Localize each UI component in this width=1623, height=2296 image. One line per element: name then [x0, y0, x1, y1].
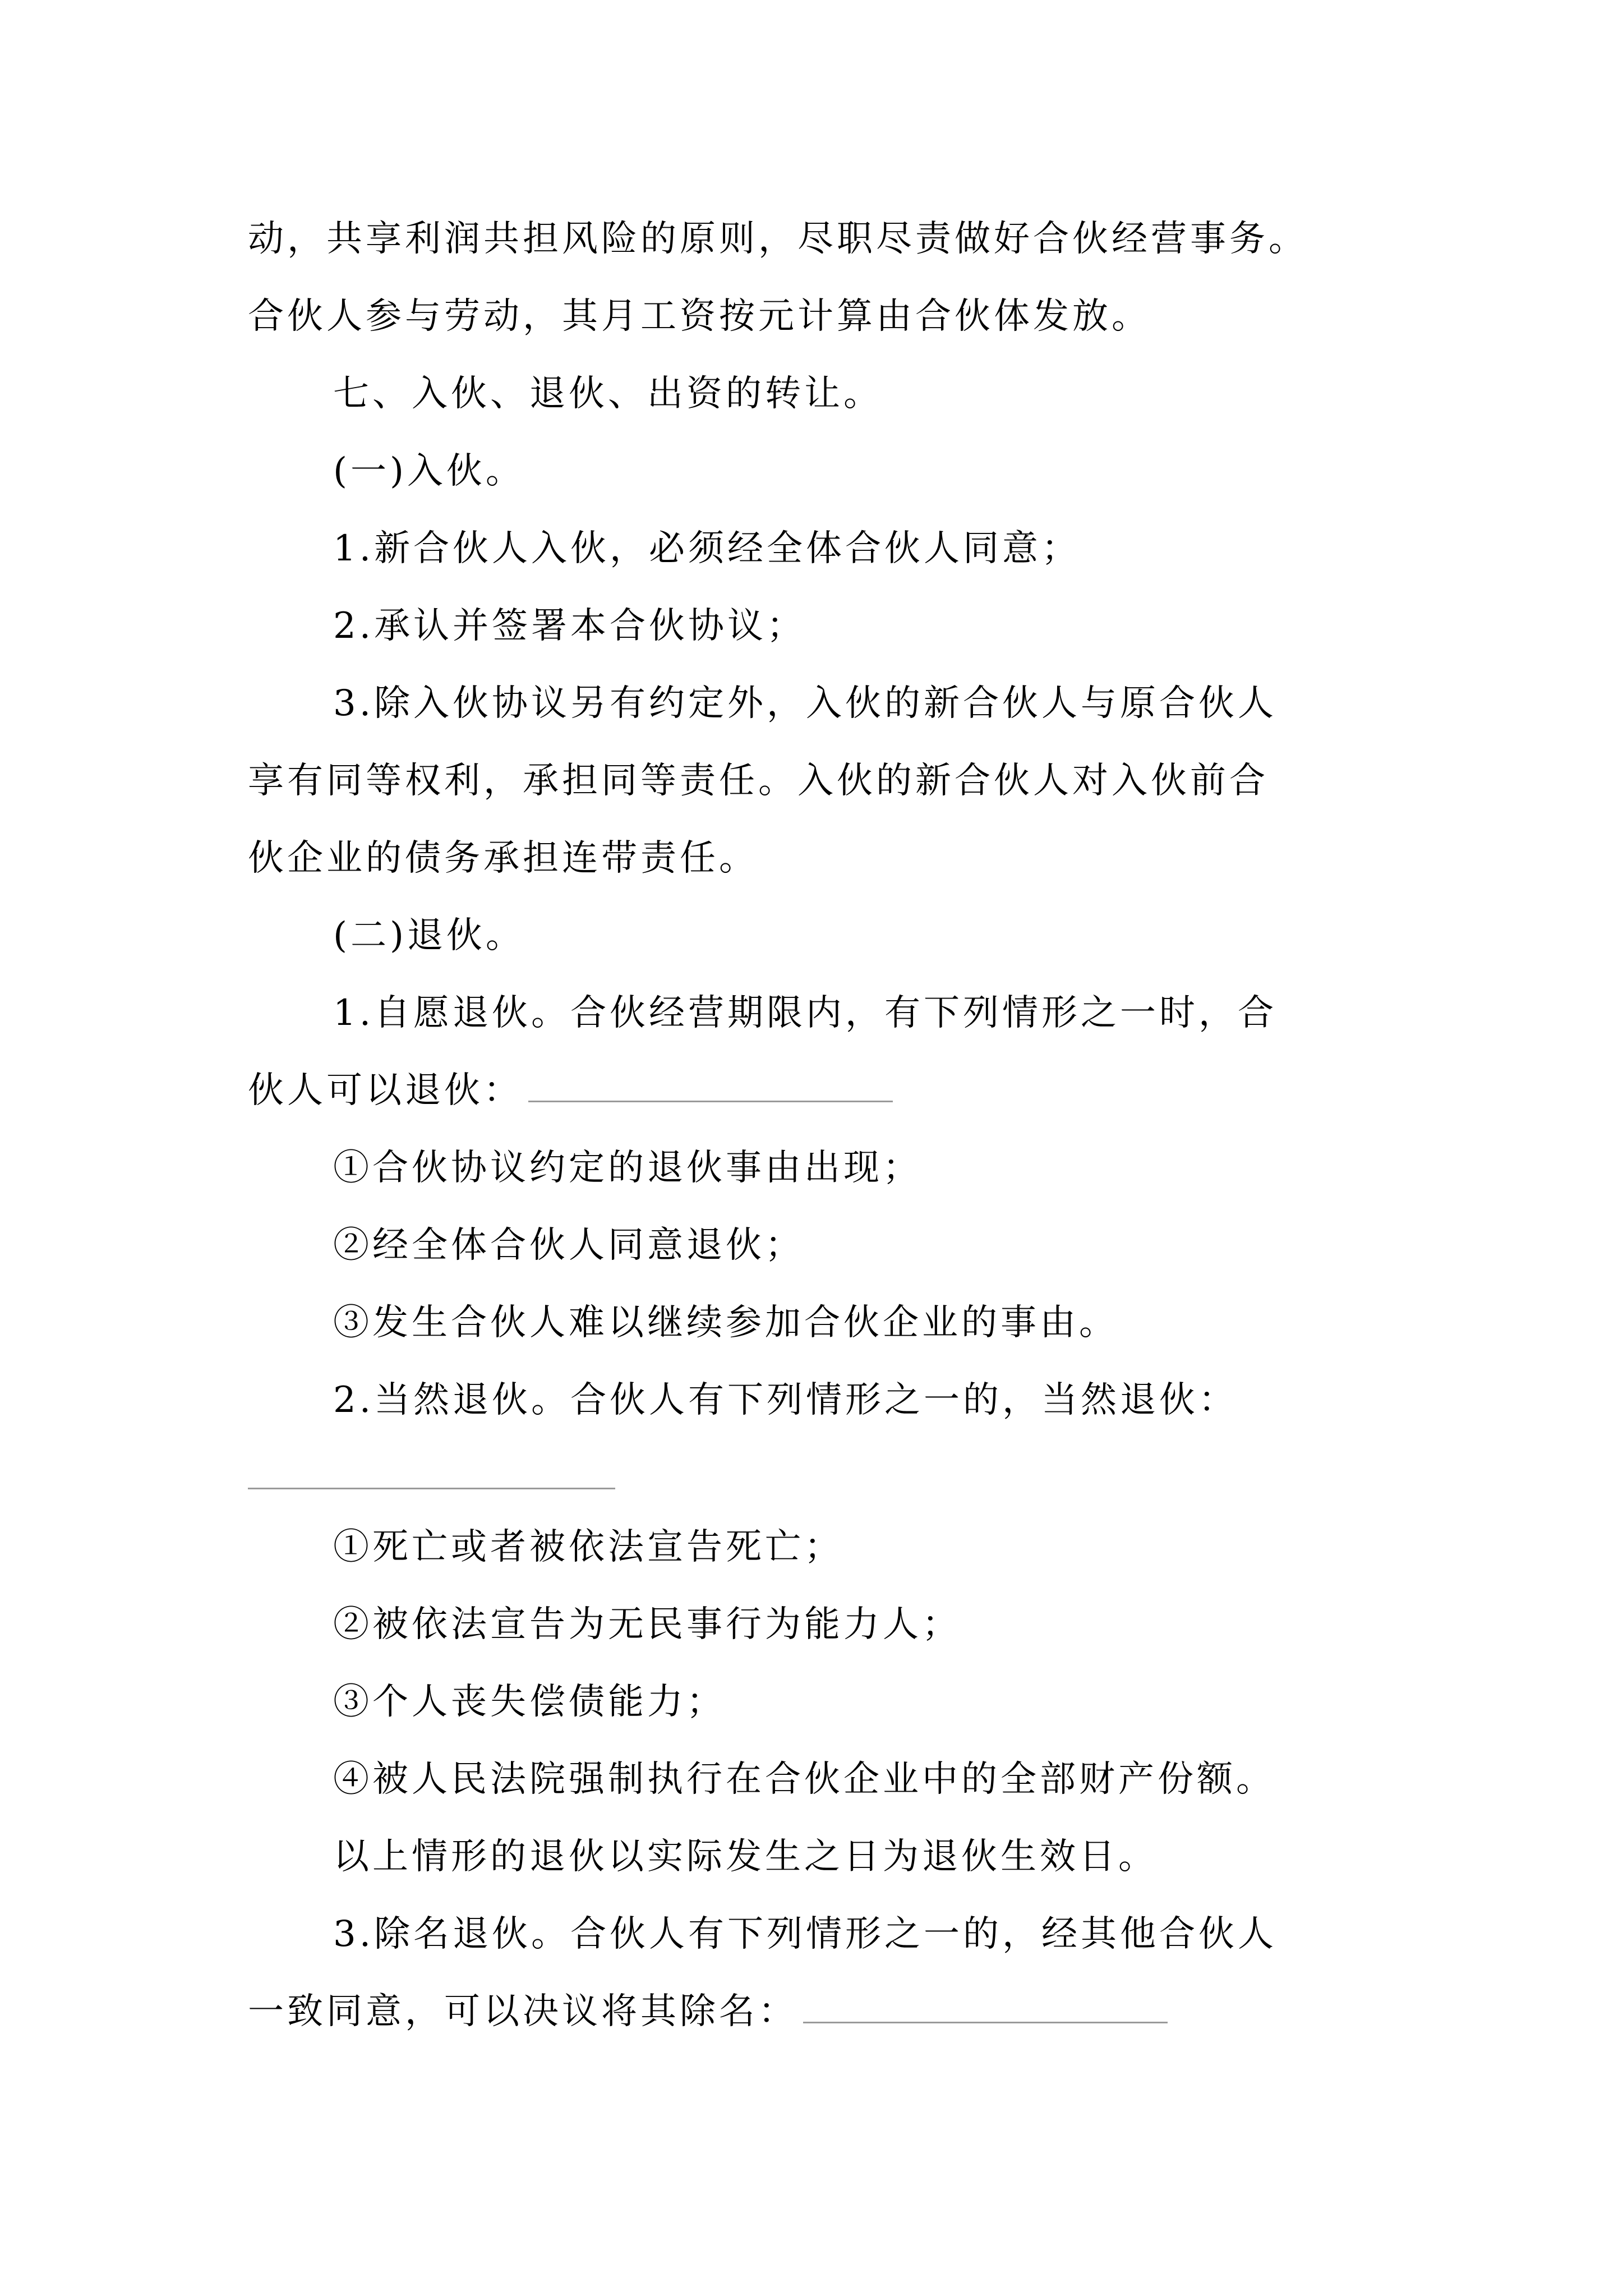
list-item: 1.自愿退伙。合伙经营期限内，有下列情形之一时，合 [333, 992, 1278, 1034]
paragraph-line: 以上情形的退伙以实际发生之日为退伙生效日。 [333, 1836, 1158, 1878]
list-item: 1.新合伙人入伙，必须经全体合伙人同意； [333, 528, 1081, 569]
paragraph-line: 伙企业的债务承担连带责任。 [248, 838, 758, 879]
subsection-heading: (一)入伙。 [333, 450, 525, 492]
list-item: 2.当然退伙。合伙人有下列情形之一的，当然退伙： [333, 1379, 1238, 1421]
fill-in-blank[interactable] [528, 1068, 893, 1102]
paragraph-line: 享有同等权利，承担同等责任。入伙的新合伙人对入伙前合 [248, 760, 1269, 802]
list-item: ①合伙协议约定的退伙事由出现； [333, 1147, 922, 1189]
list-item: 2.承认并签署本合伙协议； [333, 605, 806, 647]
line-text: 伙人可以退伙： [248, 1070, 523, 1111]
list-item: 3.除入伙协议另有约定外，入伙的新合伙人与原合伙人 [333, 683, 1278, 724]
section-heading: 七、入伙、退伙、出资的转让。 [333, 373, 883, 415]
subsection-heading: (二)退伙。 [333, 915, 525, 956]
paragraph-line: 合伙人参与劳动，其月工资按元计算由合伙体发放。 [248, 296, 1151, 337]
list-item: ④被人民法院强制执行在合伙企业中的全部财产份额。 [333, 1759, 1275, 1800]
paragraph-line [248, 1061, 1398, 1120]
list-item: 3.除名退伙。合伙人有下列情形之一的，经其他合伙人 [333, 1913, 1278, 1955]
fill-in-blank[interactable] [248, 1488, 615, 1489]
paragraph-line [248, 1982, 1398, 2041]
list-item: ①死亡或者被依法宣告死亡； [333, 1526, 843, 1568]
paragraph-line: 动，共享利润共担风险的原则，尽职尽责做好合伙经营事务。 [248, 218, 1308, 260]
fill-in-blank[interactable] [803, 1989, 1168, 2023]
list-item: ②被依法宣告为无民事行为能力人； [333, 1604, 961, 1645]
list-item: ③个人丧失偿债能力； [333, 1681, 726, 1723]
line-text: 一致同意，可以决议将其除名： [248, 1991, 797, 2032]
list-item: ③发生合伙人难以继续参加合伙企业的事由。 [333, 1302, 1118, 1343]
list-item: ②经全体合伙人同意退伙； [333, 1225, 804, 1266]
